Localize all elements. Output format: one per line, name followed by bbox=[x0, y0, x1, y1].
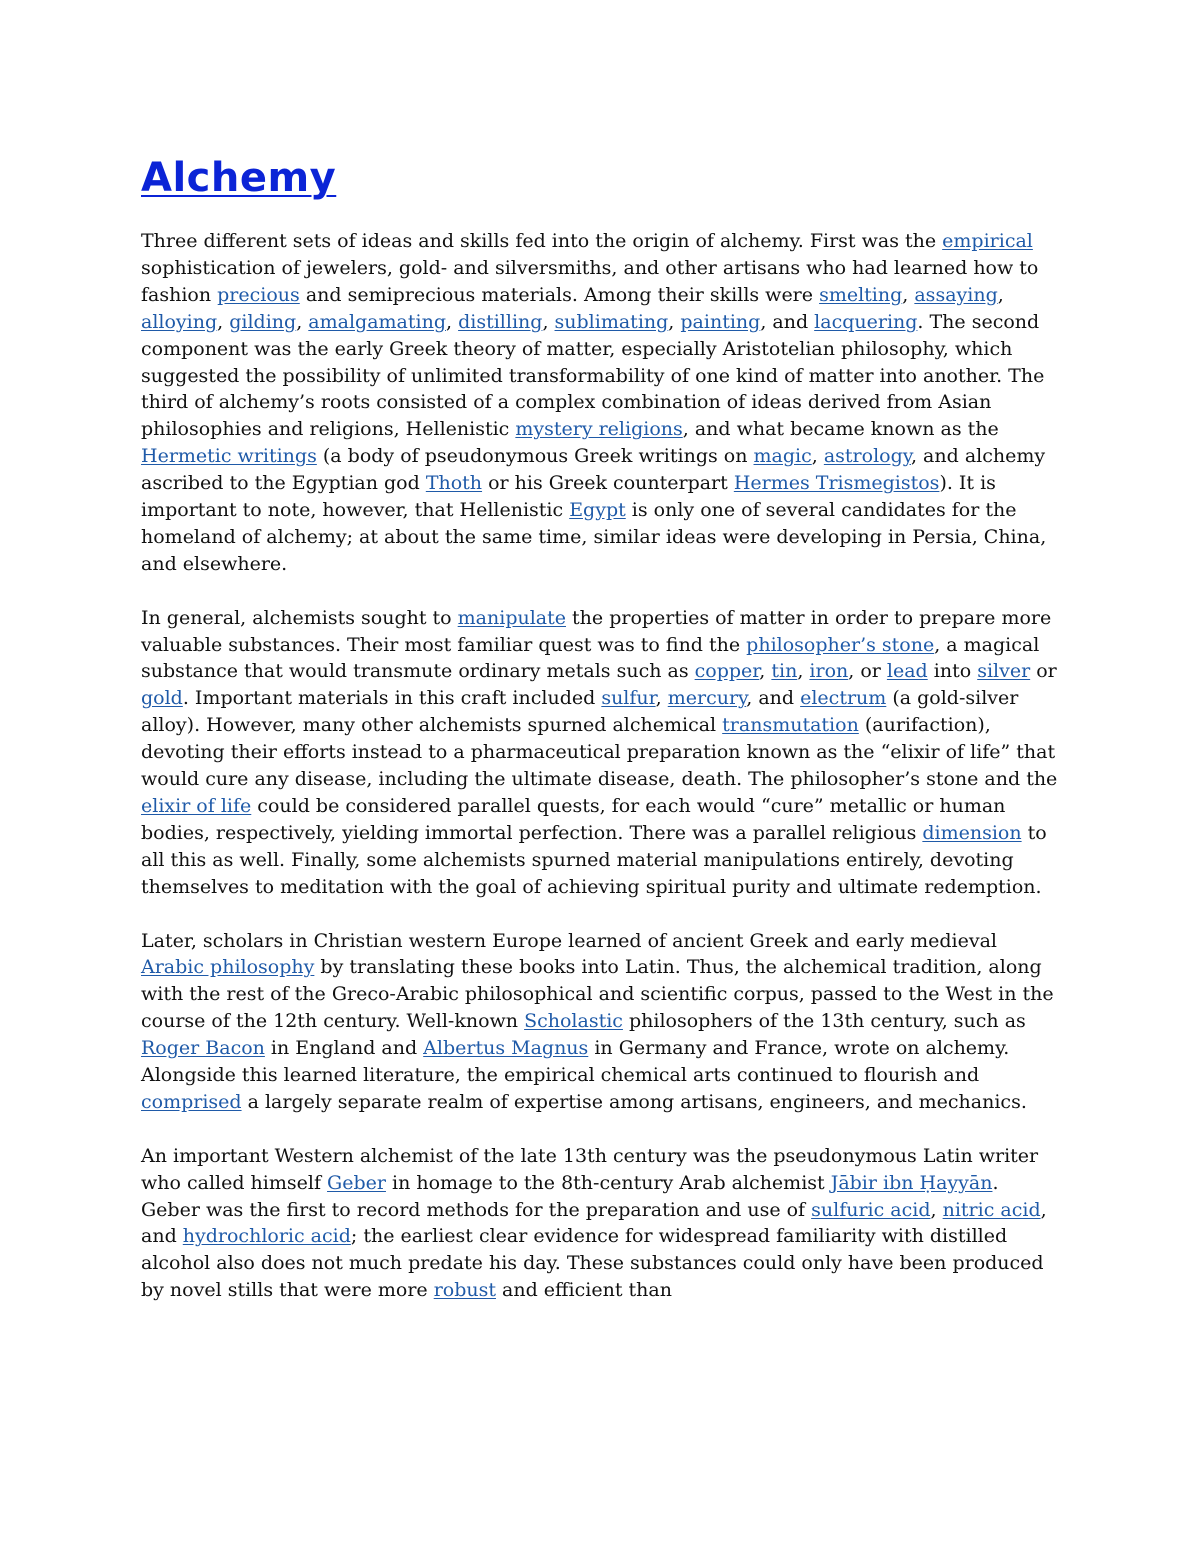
link-smelting[interactable]: smelting bbox=[819, 283, 903, 306]
link-gold[interactable]: gold bbox=[141, 687, 183, 710]
link-scholastic[interactable]: Scholastic bbox=[524, 1010, 623, 1033]
link-electrum[interactable]: electrum bbox=[800, 687, 887, 710]
text-segment: , and bbox=[746, 687, 801, 710]
text-segment: or his Greek counterpart bbox=[482, 472, 734, 495]
link-comprised[interactable]: comprised bbox=[141, 1090, 242, 1113]
link-manipulate[interactable]: manipulate bbox=[457, 606, 566, 629]
text-segment: is only one of several candidates for the homeland of alchemy; at about the same time, similar ideas were developing in Persia, China, and elsewhere. bbox=[141, 499, 1047, 575]
text-segment: ; the earliest clear evidence for widespread familiarity with distilled alcohol also does not much predate his day. These substances could only have been produced by novel stills that were more bbox=[141, 1225, 1044, 1302]
text-segment: could be considered parallel quests, for each would “cure” metallic or human bodies, respectively, yielding immortal perfection. There was a parallel religious bbox=[141, 795, 1006, 844]
paragraph-1 bbox=[141, 228, 1061, 578]
text-segment: into bbox=[927, 660, 978, 683]
link-distilling[interactable]: distilling bbox=[458, 310, 543, 333]
link-iron[interactable]: iron bbox=[809, 660, 849, 683]
link-hermes-trismegistos[interactable]: Hermes Trismegistos bbox=[733, 472, 940, 495]
text-segment: , or bbox=[848, 660, 887, 683]
link-transmutation[interactable]: transmutation bbox=[722, 714, 859, 737]
text-segment: in homage to the 8th-century Arab alchemist bbox=[385, 1171, 831, 1194]
paragraph-2 bbox=[141, 605, 1061, 901]
link-geber[interactable]: Geber bbox=[327, 1171, 386, 1194]
text-segment: Later, scholars in Christian western Europe learned of ancient Greek and early medieval bbox=[141, 929, 997, 952]
link-roger-bacon[interactable]: Roger Bacon bbox=[141, 1037, 265, 1060]
link-empirical[interactable]: empirical bbox=[942, 230, 1033, 252]
link-sulfur[interactable]: sulfur bbox=[601, 687, 656, 710]
text-segment: , bbox=[797, 660, 810, 683]
text-segment: , and alchemy ascribed to the Egyptian god bbox=[141, 445, 1046, 495]
link-albertus-magnus[interactable]: Albertus Magnus bbox=[423, 1037, 589, 1060]
text-segment: Three different sets of ideas and skills fed into the origin of alchemy. First was the bbox=[141, 230, 943, 252]
text-segment: a largely separate realm of expertise among artisans, engineers, and mechanics. bbox=[241, 1090, 1027, 1113]
link-copper[interactable]: copper bbox=[694, 660, 760, 683]
link-painting[interactable]: painting bbox=[680, 310, 761, 333]
paragraph-4 bbox=[141, 1143, 1061, 1304]
document-page bbox=[141, 150, 1061, 1304]
text-segment: , and bbox=[760, 310, 815, 333]
text-segment: philosophers of the 13th century, such as bbox=[622, 1010, 1026, 1033]
text-segment: , bbox=[655, 687, 668, 710]
text-segment: and efficient than bbox=[496, 1279, 672, 1302]
text-segment: . Geber was the first to record methods for the preparation and use of bbox=[141, 1171, 999, 1221]
paragraph-3 bbox=[141, 928, 1061, 1116]
link-tin[interactable]: tin bbox=[771, 660, 798, 683]
link-nitric-acid[interactable]: nitric acid bbox=[942, 1198, 1041, 1221]
article-title[interactable]: Alchemy bbox=[141, 155, 337, 201]
text-segment: An important Western alchemist of the late 13th century was the pseudonymous Latin writer who called himself bbox=[141, 1144, 1039, 1194]
link-elixir-of-life[interactable]: elixir of life bbox=[141, 795, 252, 818]
link-amalgamating[interactable]: amalgamating bbox=[308, 310, 446, 333]
text-segment: (a gold-silver alloy). However, many other alchemists spurned alchemical bbox=[141, 687, 1019, 737]
text-segment: , bbox=[902, 283, 915, 306]
text-segment: , bbox=[217, 310, 230, 333]
link-philosopher-s-stone[interactable]: philosopher’s stone bbox=[746, 633, 935, 656]
text-segment: , bbox=[446, 310, 459, 333]
text-segment: ). It is important to note, however, that Hellenistic bbox=[141, 472, 996, 522]
text-segment: (a body of pseudonymous Greek writings on bbox=[316, 445, 754, 468]
text-segment: , and bbox=[141, 1198, 1047, 1248]
link-assaying[interactable]: assaying bbox=[914, 283, 998, 306]
text-segment: , bbox=[668, 310, 681, 333]
text-segment: , and what became known as the bbox=[682, 418, 999, 441]
text-segment: . Important materials in this craft included bbox=[182, 687, 602, 710]
text-segment: , bbox=[759, 660, 772, 683]
link-silver[interactable]: silver bbox=[977, 660, 1031, 683]
link-lead[interactable]: lead bbox=[886, 660, 928, 683]
text-segment: in Germany and France, wrote on alchemy. Alongside this learned literature, the empirical chemical arts continued to flourish and bbox=[141, 1037, 1010, 1087]
text-segment: the properties of matter in order to prepare more valuable substances. Their most familiar quest was to find the bbox=[141, 606, 1052, 656]
text-segment: , bbox=[930, 1198, 943, 1221]
text-segment: and semiprecious materials. Among their skills were bbox=[299, 283, 820, 306]
link-mystery-religions[interactable]: mystery religions bbox=[515, 418, 683, 441]
text-segment: , bbox=[811, 445, 824, 468]
text-segment: or bbox=[1030, 660, 1057, 683]
link-gilding[interactable]: gilding bbox=[229, 310, 297, 333]
text-segment: in England and bbox=[264, 1037, 424, 1060]
link-magic[interactable]: magic bbox=[753, 445, 812, 468]
text-segment: , a magical substance that would transmute ordinary metals such as bbox=[141, 633, 1040, 683]
link-sulfuric-acid[interactable]: sulfuric acid bbox=[811, 1198, 931, 1221]
link-thoth[interactable]: Thoth bbox=[425, 472, 483, 495]
link-precious[interactable]: precious bbox=[217, 283, 300, 306]
link-sublimating[interactable]: sublimating bbox=[554, 310, 669, 333]
link-arabic-philosophy[interactable]: Arabic philosophy bbox=[141, 956, 315, 979]
text-segment: , bbox=[296, 310, 309, 333]
link-astrology[interactable]: astrology bbox=[823, 445, 911, 468]
text-segment: sophistication of jewelers, gold- and silversmiths, and other artisans who had learned how to fashion bbox=[141, 256, 1039, 306]
text-segment: by translating these books into Latin. Thus, the alchemical tradition, along with the rest of the Greco-Arabic philosophical and scientific corpus, passed to the West in the course of the 12th century. Well-known bbox=[141, 956, 1054, 1033]
link-jabir-ibn-hayyan[interactable]: Jābir ibn Ḥayyān bbox=[830, 1171, 993, 1194]
article-body bbox=[141, 228, 1061, 1304]
text-segment: , bbox=[997, 283, 1004, 306]
link-hermetic-writings[interactable]: Hermetic writings bbox=[141, 445, 317, 468]
link-hydrochloric-acid[interactable]: hydrochloric acid bbox=[182, 1225, 351, 1248]
link-robust[interactable]: robust bbox=[433, 1279, 496, 1302]
text-segment: (aurifaction), devoting their efforts instead to a pharmaceutical preparation known as the “elixir of life” that would cure any disease, including the ultimate disease, death. The philosopher’s stone and the bbox=[141, 714, 1058, 791]
link-mercury[interactable]: mercury bbox=[667, 687, 747, 710]
link-egypt[interactable]: Egypt bbox=[569, 499, 626, 522]
text-segment: . The second component was the early Greek theory of matter, especially Aristotelian philosophy, which suggested the possibility of unlimited transformability of one kind of matter into another. The third of alchemy’s roots consisted of a complex combination of ideas derived from Asian philosophies and religions, Hellenistic bbox=[141, 310, 1045, 441]
text-segment: In general, alchemists sought to bbox=[141, 606, 458, 629]
link-alloying[interactable]: alloying bbox=[141, 310, 218, 333]
text-segment: , bbox=[542, 310, 555, 333]
link-dimension[interactable]: dimension bbox=[922, 821, 1022, 844]
link-lacquering[interactable]: lacquering bbox=[814, 310, 918, 333]
text-segment: to all this as well. Finally, some alchemists spurned material manipulations entirely, devoting themselves to meditation with the goal of achieving spiritual purity and ultimate redemption. bbox=[141, 821, 1047, 898]
